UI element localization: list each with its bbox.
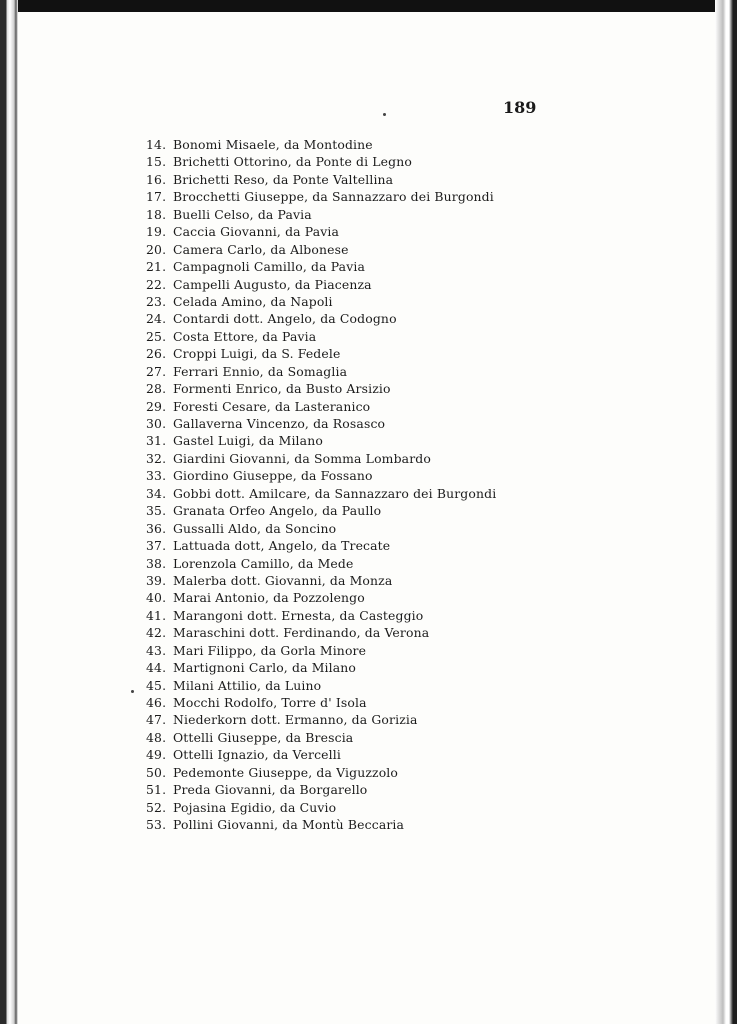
entry-number: 53. bbox=[146, 817, 167, 833]
entry-number: 34. bbox=[146, 485, 167, 501]
entry-number: 25. bbox=[146, 328, 167, 344]
entry-number: 38. bbox=[146, 555, 167, 571]
page-number: 189 bbox=[503, 98, 537, 117]
list-item bbox=[146, 607, 496, 624]
list-item bbox=[146, 415, 496, 432]
entry-number: 24. bbox=[146, 311, 167, 327]
entry-number: 29. bbox=[146, 398, 167, 414]
list-item bbox=[146, 223, 496, 240]
entry-text: Gallaverna Vincenzo, da Rosasco bbox=[173, 416, 386, 431]
list-item bbox=[146, 345, 496, 362]
entry-text: Ottelli Giuseppe, da Brescia bbox=[173, 729, 354, 745]
list-item bbox=[146, 677, 496, 694]
entry-number: 16. bbox=[146, 171, 167, 187]
entry-number: 21. bbox=[146, 259, 167, 275]
entry-number: 42. bbox=[146, 625, 167, 641]
list-item bbox=[146, 694, 496, 711]
entry-text: Gobbi dott. Amilcare, da Sannazzaro dei Burgondi bbox=[173, 485, 497, 501]
entry-text: Ferrari Ennio, da Somaglia bbox=[173, 363, 348, 379]
list-item bbox=[146, 328, 496, 345]
list-item bbox=[146, 764, 496, 781]
entry-text: Formenti Enrico, da Busto Arsizio bbox=[173, 381, 391, 397]
list-item bbox=[146, 781, 496, 798]
entry-number: 17. bbox=[146, 189, 167, 205]
list-item bbox=[146, 276, 496, 293]
list-item bbox=[146, 711, 496, 728]
entry-number: 47. bbox=[146, 712, 167, 728]
entry-text: Mari Filippo, da Gorla Minore bbox=[173, 642, 367, 658]
entry-number: 15. bbox=[146, 154, 167, 170]
entry-text: Marai Antonio, da Pozzolengo bbox=[173, 590, 365, 606]
list-item bbox=[146, 729, 496, 746]
entry-text: Giardini Giovanni, da Somma Lombardo bbox=[173, 450, 431, 466]
scan-left-border bbox=[0, 0, 18, 1024]
entry-text: Bonomi Misaele, da Montodine bbox=[173, 137, 373, 152]
entry-number: 14. bbox=[146, 137, 167, 152]
entry-text: Gussalli Aldo, da Soncino bbox=[173, 520, 337, 536]
list-item bbox=[146, 293, 496, 310]
entry-text: Caccia Giovanni, da Pavia bbox=[173, 224, 340, 240]
list-item bbox=[146, 153, 496, 170]
list-item bbox=[146, 467, 496, 484]
list-item bbox=[146, 241, 496, 258]
entry-number: 46. bbox=[146, 695, 167, 710]
entry-number: 22. bbox=[146, 276, 167, 292]
entry-text: Campelli Augusto, da Piacenza bbox=[173, 276, 372, 292]
entry-text: Buelli Celso, da Pavia bbox=[173, 206, 312, 222]
list-item bbox=[146, 642, 496, 659]
list-item bbox=[146, 746, 496, 763]
entry-number: 20. bbox=[146, 241, 167, 257]
entry-text: Ottelli Ignazio, da Vercelli bbox=[173, 747, 341, 763]
entry-text: Lattuada dott, Angelo, da Trecate bbox=[173, 538, 391, 554]
entry-text: Brocchetti Giuseppe, da Sannazzaro dei Burgondi bbox=[173, 189, 494, 205]
entry-number: 35. bbox=[146, 503, 167, 519]
entry-number: 44. bbox=[146, 660, 167, 676]
entry-text: Campagnoli Camillo, da Pavia bbox=[173, 259, 365, 275]
entry-text: Pedemonte Giuseppe, da Viguzzolo bbox=[173, 764, 399, 780]
speck-mark bbox=[131, 690, 134, 693]
entry-number: 39. bbox=[146, 572, 167, 588]
entry-number: 37. bbox=[146, 538, 167, 554]
entry-number: 23. bbox=[146, 293, 167, 309]
list-item bbox=[146, 502, 496, 519]
entry-number: 26. bbox=[146, 346, 167, 362]
list-item bbox=[146, 624, 496, 641]
entry-text: Giordino Giuseppe, da Fossano bbox=[173, 468, 373, 484]
entry-number: 50. bbox=[146, 764, 167, 780]
entry-text: Niederkorn dott. Ermanno, da Gorizia bbox=[173, 712, 418, 728]
entry-number: 32. bbox=[146, 450, 167, 466]
entry-text: Lorenzola Camillo, da Mede bbox=[173, 555, 354, 571]
entry-text: Gastel Luigi, da Milano bbox=[173, 433, 323, 449]
entry-number: 19. bbox=[146, 224, 167, 240]
list-item bbox=[146, 258, 496, 275]
entry-text: Croppi Luigi, da S. Fedele bbox=[173, 346, 341, 362]
list-item bbox=[146, 398, 496, 415]
entry-number: 31. bbox=[146, 433, 167, 449]
entry-text: Pojasina Egidio, da Cuvio bbox=[173, 799, 337, 815]
entry-number: 40. bbox=[146, 590, 167, 606]
entry-text: Marangoni dott. Ernesta, da Casteggio bbox=[173, 607, 424, 623]
list-item bbox=[146, 188, 496, 205]
entry-text: Pollini Giovanni, da Montù Beccaria bbox=[173, 817, 405, 833]
entry-text: Maraschini dott. Ferdinando, da Verona bbox=[173, 625, 430, 641]
entry-number: 28. bbox=[146, 381, 167, 397]
entry-text: Foresti Cesare, da Lasteranico bbox=[173, 398, 371, 414]
list-item bbox=[146, 799, 496, 816]
list-item bbox=[146, 206, 496, 223]
entry-text: Costa Ettore, da Pavia bbox=[173, 328, 317, 344]
entry-number: 49. bbox=[146, 747, 167, 763]
list-item bbox=[146, 572, 496, 589]
list-item bbox=[146, 363, 496, 380]
list-item bbox=[146, 555, 496, 572]
list-item bbox=[146, 485, 496, 502]
list-item bbox=[146, 589, 496, 606]
entry-number: 43. bbox=[146, 642, 167, 658]
entry-number: 33. bbox=[146, 468, 167, 484]
list-item bbox=[146, 450, 496, 467]
entry-number: 51. bbox=[146, 782, 167, 798]
entry-text: Martignoni Carlo, da Milano bbox=[173, 660, 357, 676]
entry-text: Malerba dott. Giovanni, da Monza bbox=[173, 572, 393, 588]
entry-text: Brichetti Ottorino, da Ponte di Legno bbox=[173, 154, 412, 170]
speck-mark bbox=[383, 113, 386, 116]
list-item bbox=[146, 659, 496, 676]
list-item bbox=[146, 537, 496, 554]
entry-text: Brichetti Reso, da Ponte Valtellina bbox=[173, 171, 394, 187]
entry-text: Granata Orfeo Angelo, da Paullo bbox=[173, 503, 382, 519]
list-item bbox=[146, 136, 496, 153]
entry-text: Milani Attilio, da Luino bbox=[173, 677, 322, 693]
scan-right-border bbox=[715, 0, 737, 1024]
entry-number: 18. bbox=[146, 206, 167, 222]
entry-text: Camera Carlo, da Albonese bbox=[173, 241, 349, 257]
entry-number: 45. bbox=[146, 677, 167, 693]
list-item bbox=[146, 816, 496, 833]
entry-number: 36. bbox=[146, 520, 167, 536]
scan-top-border bbox=[0, 0, 737, 12]
list-item bbox=[146, 520, 496, 537]
list-item bbox=[146, 310, 496, 327]
entry-number: 41. bbox=[146, 607, 167, 623]
entry-text: Contardi dott. Angelo, da Codogno bbox=[173, 311, 397, 327]
entry-list bbox=[146, 136, 496, 834]
entry-text: Preda Giovanni, da Borgarello bbox=[173, 782, 368, 798]
list-item bbox=[146, 171, 496, 188]
entry-number: 52. bbox=[146, 799, 167, 815]
entry-number: 27. bbox=[146, 363, 167, 379]
list-item bbox=[146, 380, 496, 397]
entry-text: Mocchi Rodolfo, Torre d' Isola bbox=[173, 695, 367, 710]
entry-text: Celada Amino, da Napoli bbox=[173, 293, 333, 309]
entry-number: 48. bbox=[146, 729, 167, 745]
entry-number: 30. bbox=[146, 416, 167, 431]
list-item bbox=[146, 432, 496, 449]
